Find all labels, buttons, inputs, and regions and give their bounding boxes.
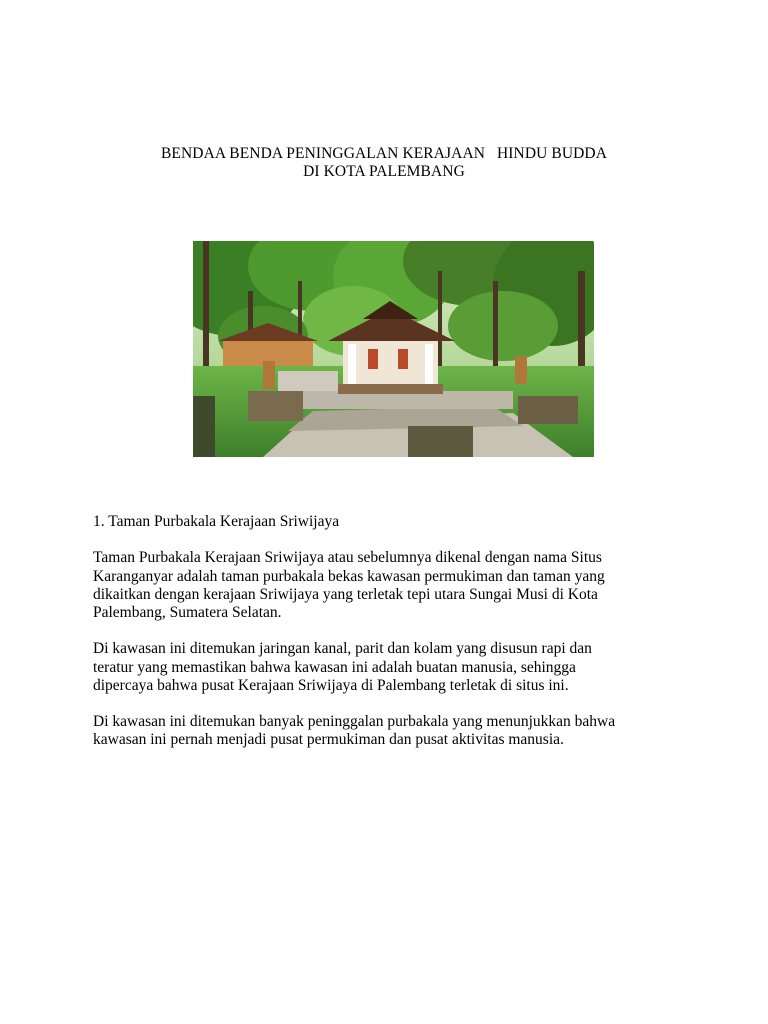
paragraph-1: [93, 549, 693, 622]
paragraph-1-line: dikaitkan dengan kerajaan Sriwijaya yang terletak tepi utara Sungai Musi di Kota: [93, 585, 598, 603]
paragraph-2-line: dipercaya bahwa pusat Kerajaan Sriwijaya di Palembang terletak di situs ini.: [93, 676, 569, 694]
temple-park-photo: [193, 241, 594, 457]
paragraph-2-line: teratur yang memastikan bahwa kawasan ini adalah buatan manusia, sehingga: [93, 658, 576, 676]
paragraph-2-line: Di kawasan ini ditemukan jaringan kanal, parit dan kolam yang disusun rapi dan: [93, 640, 592, 658]
document-body: [93, 513, 693, 768]
page-title: [0, 145, 768, 181]
paragraph-1-line: Karanganyar adalah taman purbakala bekas kawasan permukiman dan taman yang: [93, 567, 605, 585]
paragraph-1-line: Taman Purbakala Kerajaan Sriwijaya atau sebelumnya dikenal dengan nama Situs: [93, 549, 602, 567]
paragraph-2: [93, 640, 693, 695]
paragraph-3-line: kawasan ini pernah menjadi pusat permukiman dan pusat aktivitas manusia.: [93, 731, 564, 749]
paragraph-3-line: Di kawasan ini ditemukan banyak peninggalan purbakala yang menunjukkan bahwa: [93, 713, 616, 731]
paragraph-3: [93, 713, 693, 749]
paragraph-1-line: Palembang, Sumatera Selatan.: [93, 604, 282, 621]
section-heading: 1. Taman Purbakala Kerajaan Sriwijaya: [93, 513, 340, 530]
title-line-2: DI KOTA PALEMBANG: [303, 163, 465, 180]
title-line-1: BENDAA BENDA PENINGGALAN KERAJAAN HINDU BUDDA: [160, 145, 607, 162]
